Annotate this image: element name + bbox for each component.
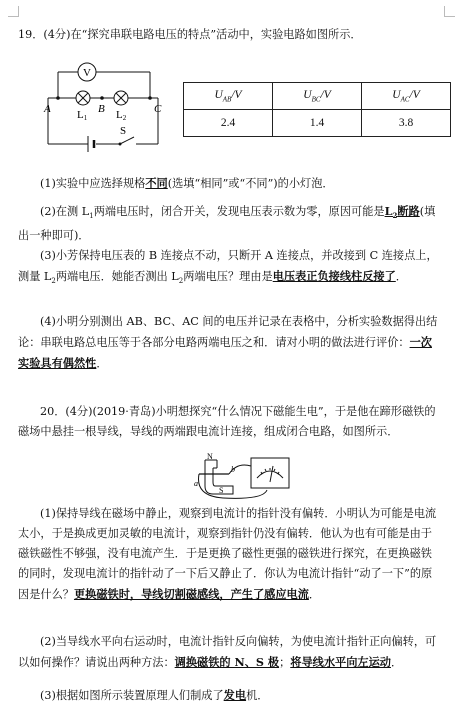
lamp-l1-label: L1 (77, 109, 88, 122)
table-cell-uab: 2.4 (184, 110, 273, 137)
point-b-label: B (98, 103, 105, 115)
wire-a-label: a (194, 479, 198, 488)
crop-mark-top-left (8, 6, 19, 17)
table-header-uab: $U_{AB}/V$ (184, 83, 273, 110)
q20-part3: (3)根据如图所示装置原理人们制成了发电机． (40, 688, 269, 702)
q20-part2-answer1: 调换磁铁的 N、S 极 (174, 655, 280, 669)
q19-part2-answer: $L_2$断路 (384, 204, 420, 221)
q19-part1: (1)实验中应选择规格不同(选填“相同”或“不同”)的小灯泡． (40, 176, 334, 190)
table-header-uac: $U_{AC}/V$ (362, 83, 451, 110)
lamp-l2-icon (114, 91, 128, 105)
q20-part2-answer2: 将导线水平向左运动 (290, 655, 391, 669)
wire-b-label: b (231, 465, 235, 474)
q19-part3: (3)小芳保持电压表的 B 连接点不动，只断开 A 连接点，并改接到 C 连接点上，测量 $L_2$两端电压．她能否测出 $L_2$两端电压？理由是电压表正负接线柱反接了． (18, 249, 438, 286)
q20-stem: 20．(4分)(2019·青岛)小明想探究“什么情况下磁能生电”，于是他在蹄形磁铁的磁场中悬挂一根导线，导线的两端跟电流计连接，组成闭合电路，如图所示． (18, 405, 436, 438)
lamp-l2-label: L2 (116, 109, 127, 122)
battery-icon (88, 136, 94, 152)
q20-magnet-galvanometer-diagram (193, 452, 298, 500)
magnet-n-label: N (207, 452, 213, 461)
voltmeter-label: V (83, 67, 91, 79)
q19-part4: (4)小明分别测出 AB、BC、AC 间的电压并记录在表格中，分析实验数据得出结论：串联电路总电压等于各部分电路两端电压之和．请对小明的做法进行评价：一次实验具有偶然性． (18, 315, 438, 370)
magnet-s-label: S (219, 486, 224, 495)
table-header-ubc: $U_{BC}/V$ (273, 83, 362, 110)
q20-part3-answer: 发电 (223, 688, 247, 702)
q19-part1-answer: 不同 (145, 176, 168, 190)
galvanometer-icon (251, 458, 289, 488)
table-cell-ubc: 1.4 (273, 110, 362, 137)
switch-label: S (120, 125, 127, 137)
voltage-table (183, 82, 451, 137)
q19-part2: (2)在测 $L_1$两端电压时，闭合开关，发现电压表示数为零，原因可能是$L_2$断路(填出一种即可)． (18, 204, 436, 243)
q19-part3-answer: 电压表正负接线柱反接了 (272, 269, 396, 283)
table-cell-uac: 3.8 (362, 110, 451, 137)
q20-part1: (1)保持导线在磁场中静止，观察到电流计的指针没有偏转．小明认为可能是电流太小，于是换成更加灵敏的电流计，观察到指针仍没有偏转．他认为也有可能是由于磁铁磁性不够强，没有电流产生．于是更换了磁性更强的磁铁进行探究，在更换磁铁的同时，发现电流计的指针动了一下后又静止了．你认为电流计指针“动了一下”的原因是什么？更换磁铁时，导线切割磁感线，产生了感应电流． (18, 507, 437, 601)
crop-mark-top-right (444, 6, 455, 17)
q19-circuit-diagram (40, 56, 170, 156)
q19-part4-answer: 一次实验具有偶然性 (18, 335, 432, 370)
lamp-l1-icon (76, 91, 90, 105)
q20-part2: (2)当导线水平向右运动时，电流计指针反向偏转，为使电流计指针正向偏转，可以如何操作？请说出两种方法：调换磁铁的 N、S 极；将导线水平向左运动． (18, 635, 437, 669)
point-a-label: A (44, 103, 51, 115)
point-c-label: C (154, 103, 162, 115)
q19-stem: 19．(4分)在“探究串联电路电压的特点”活动中，实验电路如图所示． (18, 28, 362, 41)
q20-part1-answer: 更换磁铁时，导线切割磁感线，产生了感应电流 (73, 587, 309, 601)
